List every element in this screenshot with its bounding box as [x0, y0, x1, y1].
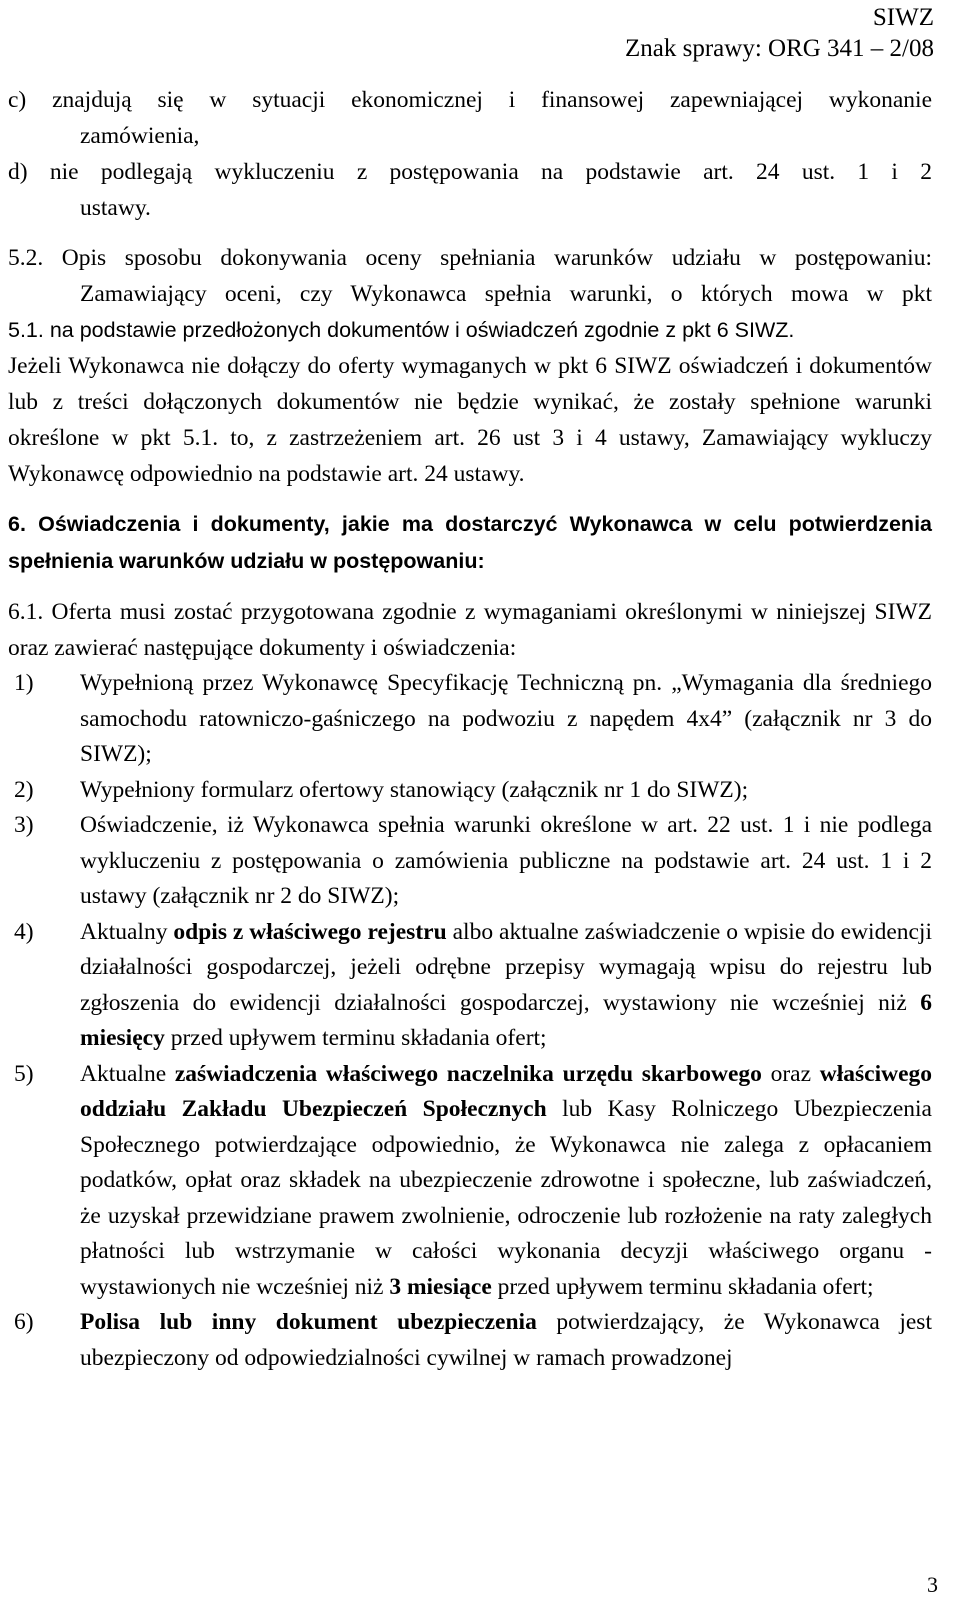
emphasis-text: odpis z właściwego rejestru — [173, 918, 447, 945]
list-item-text: albo aktualne zaświadczenie o wpisie do ewidencji działalności gospodarczej, jeżeli odrębne przepisy wymagają wpisu do rejestru lub zgłoszenia do ewidencji działalności gospodarczej, wystawiony nie wcześniej niż — [80, 918, 932, 1016]
list-item-number: 2) — [14, 776, 34, 803]
emphasis-text: 3 miesiące — [389, 1273, 492, 1300]
condition-c-line2: zamówienia, — [80, 123, 200, 149]
list-item — [8, 808, 932, 915]
list-item-text: potwierdzający, że Wykonawca jest ubezpieczony od odpowiedzialności cywilnej w ramach prowadzonej — [80, 1309, 932, 1371]
list-item-number: 3) — [14, 812, 34, 838]
section-6-heading: 6. Oświadczenia i dokumenty, jakie ma dostarczyć Wykonawca w celu potwierdzenia spełnienia warunków udziału w postępowaniu: — [8, 512, 932, 573]
list-item-text: oraz — [761, 1060, 820, 1087]
spacer — [8, 492, 932, 506]
list-item-number: 5) — [14, 1060, 34, 1087]
page-number: 3 — [927, 1572, 938, 1597]
condition-c-line1: c) znajdują się w sytuacji ekonomicznej i finansowej zapewniającej wykonanie — [8, 87, 932, 113]
emphasis-text: 6 miesięcy — [80, 989, 932, 1051]
emphasis-text: właściwego oddziału Zakładu Ubezpieczeń Społecznych — [80, 1060, 933, 1122]
list-item — [8, 666, 932, 773]
list-item — [8, 1057, 932, 1306]
section-5-2-paragraph: Jeżeli Wykonawca nie dołączy do oferty wymaganych w pkt 6 SIWZ oświadczeń i dokumentów lub z treści dołączonych dokumentów nie będzie wynikać, że zostały spełnione warunki określone w pkt 5.1. to, z zastrzeżeniem art. 26 ust 3 i 4 ustawy, Zamawiający wykluczy Wykonawcę odpowiednio na podstawie art. 24 ustawy. — [8, 353, 932, 487]
list-item-text: Aktualny — [80, 918, 174, 945]
page-header — [625, 2, 934, 64]
section-5-2-line2: Zamawiający oceni, czy Wykonawca spełnia warunki, o których mowa w pkt — [80, 281, 932, 307]
documents-list — [8, 666, 932, 1376]
list-item-text: Wypełniony formularz ofertowy stanowiący (załącznik nr 1 do SIWZ); — [80, 776, 749, 803]
list-item-number: 6) — [14, 1309, 34, 1335]
list-item — [8, 773, 932, 809]
section-5-2-line1: 5.2. Opis sposobu dokonywania oceny spełniania warunków udziału w postępowaniu: — [8, 245, 932, 271]
list-item-text: przed upływem terminu składania ofert; — [491, 1273, 874, 1300]
list-item-number: 1) — [14, 670, 34, 696]
list-item-text: Aktualne — [80, 1060, 175, 1087]
condition-d-line2: ustawy. — [80, 195, 151, 221]
spacer — [8, 580, 932, 594]
section-5-2 — [8, 240, 932, 492]
list-item-text: Wypełnioną przez Wykonawcę Specyfikację Techniczną pn. „Wymagania dla średniego samochodu ratowniczo-gaśniczego na podwoziu z napędem 4x4” (załącznik nr 3 do SIWZ); — [80, 670, 932, 767]
condition-d — [8, 154, 932, 226]
emphasis-text: zaświadczenia właściwego naczelnika urzędu skarbowego — [174, 1060, 762, 1087]
header-case-number: Znak sprawy: ORG 341 – 2/08 — [625, 35, 934, 62]
list-item — [8, 915, 932, 1057]
header-title: SIWZ — [872, 4, 934, 31]
list-item-text: przed upływem terminu składania ofert; — [164, 1025, 547, 1051]
spacer — [8, 226, 932, 240]
emphasis-text: Polisa lub inny dokument ubezpieczenia — [80, 1309, 537, 1335]
section-5-2-line3: 5.1. na podstawie przedłożonych dokumentów i oświadczeń zgodnie z pkt 6 SIWZ. — [8, 318, 795, 342]
list-item — [8, 1305, 932, 1376]
document-body — [8, 82, 932, 1376]
list-item-number: 4) — [14, 918, 34, 945]
list-item-text: Oświadczenie, iż Wykonawca spełnia warunki określone w art. 22 ust. 1 i nie podlega wykluczeniu z postępowania o zamówienia publiczne na podstawie art. 24 ust. 1 i 2 ustawy (załącznik nr 2 do SIWZ); — [80, 812, 932, 909]
condition-c — [8, 82, 932, 154]
section-6-1-intro: 6.1. Oferta musi zostać przygotowana zgodnie z wymaganiami określonymi w niniejszej SIWZ oraz zawierać następujące dokumenty i oświadczenia: — [8, 599, 932, 661]
condition-d-line1: d) nie podlegają wykluczeniu z postępowania na podstawie art. 24 ust. 1 i 2 — [8, 159, 932, 185]
list-item-text: lub Kasy Rolniczego Ubezpieczenia Społecznego potwierdzające odpowiednio, że Wykonawca nie zalega z opłacaniem podatków, opłat oraz składek na ubezpieczenie zdrowotne i społeczne, lub zaświadczeń, że uzyskał przewidziane prawem zwolnienie, odroczenie lub rozłożenie na raty zaległych płatności lub wstrzymanie w całości wykonania decyzji właściwego organu - wystawionych nie wcześniej niż — [80, 1096, 932, 1300]
